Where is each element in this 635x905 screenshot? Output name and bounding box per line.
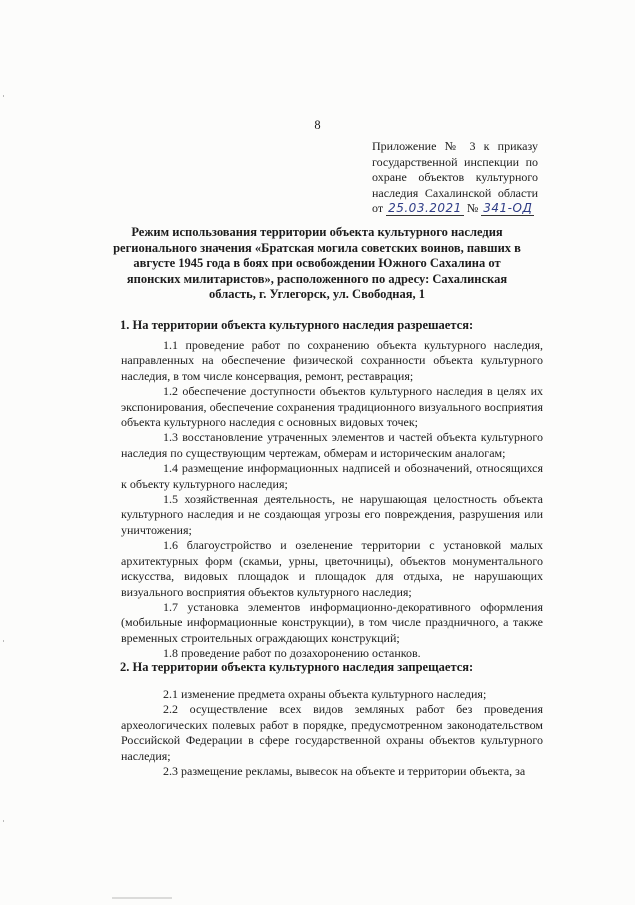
- order-prefix: от: [372, 201, 384, 215]
- list-item: 1.8 проведение работ по дозахоронению останков.: [163, 646, 421, 661]
- page-number: 8: [314, 118, 321, 132]
- appendix-line: охране объектов культурного: [372, 170, 538, 184]
- appendix-line: государственной инспекции по: [372, 154, 538, 169]
- order-date-handwritten: 25.03.2021: [388, 201, 462, 215]
- order-reference: [372, 201, 538, 217]
- scan-speck: [3, 820, 4, 822]
- order-number-label: №: [466, 201, 479, 215]
- section-2-heading: 2. На территории объекта культурного наследия запрещается:: [120, 660, 474, 674]
- document-title: Режим использования территории объекта культурного наследия регионального значения «Братская могила советских воинов, павших в августе 1945 года в боях при освобождении Южного Сахалина от японских милитаристов», расположенного по адресу: Сахалинская область, г. Углегорск, ул. Свободная, 1: [113, 225, 521, 302]
- appendix-line: Приложение № 3 к приказу: [372, 139, 538, 153]
- list-item: 1.5 хозяйственная деятельность, не нарушающая целостность объекта культурного наследия и не создающая угрозы его повреждения, разрушения или уничтожения;: [121, 492, 543, 537]
- list-item: 1.2 обеспечение доступности объектов культурного наследия в целях их экспонирования, обеспечение сохранения традиционного визуального восприятия объекта культурного наследия с основных видовых точек;: [121, 384, 543, 430]
- list-item: 2.3 размещение рекламы, вывесок на объекте и территории объекта, за: [163, 764, 526, 779]
- list-item: 2.1 изменение предмета охраны объекта культурного наследия;: [163, 687, 487, 701]
- appendix-line: наследия Сахалинской области: [372, 185, 538, 200]
- list-item: 2.2 осуществление всех видов земляных работ без проведения археологических полевых работ в порядке, предусмотренном законодательством Российской Федерации в сфере государственной охраны объектов культурного наследия;: [121, 702, 543, 763]
- scan-edge-mark: [112, 897, 172, 899]
- list-item: 1.6 благоустройство и озеленение территории с установкой малых архитектурных форм (скамьи, урны, цветочницы), объектов монументального искусства, видовых площадок и площадок для отдыха, не нарушающих визуального восприятия объектов культурного наследия;: [121, 538, 543, 599]
- list-item: 1.7 установка элементов информационно-декоративного оформления (мобильные информационные конструкции), в том числе праздничного, а также временных строительных ограждающих конструкций;: [121, 599, 543, 645]
- list-item: 1.3 восстановление утраченных элементов и частей объекта культурного наследия по существующим чертежам, обмерам и историческим аналогам;: [121, 430, 543, 460]
- section-2-body: [121, 687, 543, 779]
- list-item: 1.4 размещение информационных надписей и обозначений, относящихся к объекту культурного наследия;: [121, 461, 543, 491]
- list-item: 1.1 проведение работ по сохранению объекта культурного наследия, направленных на обеспечение физической сохранности объекта культурного наследия, в том числе консервация, ремонт, реставрация;: [121, 338, 543, 383]
- appendix-block: [372, 139, 538, 217]
- order-number-handwritten: 341-ОД: [483, 201, 533, 215]
- scan-speck: [3, 95, 4, 97]
- section-1-body: [121, 338, 543, 662]
- scan-speck: [3, 640, 4, 642]
- section-1-heading: 1. На территории объекта культурного наследия разрешается:: [120, 318, 474, 332]
